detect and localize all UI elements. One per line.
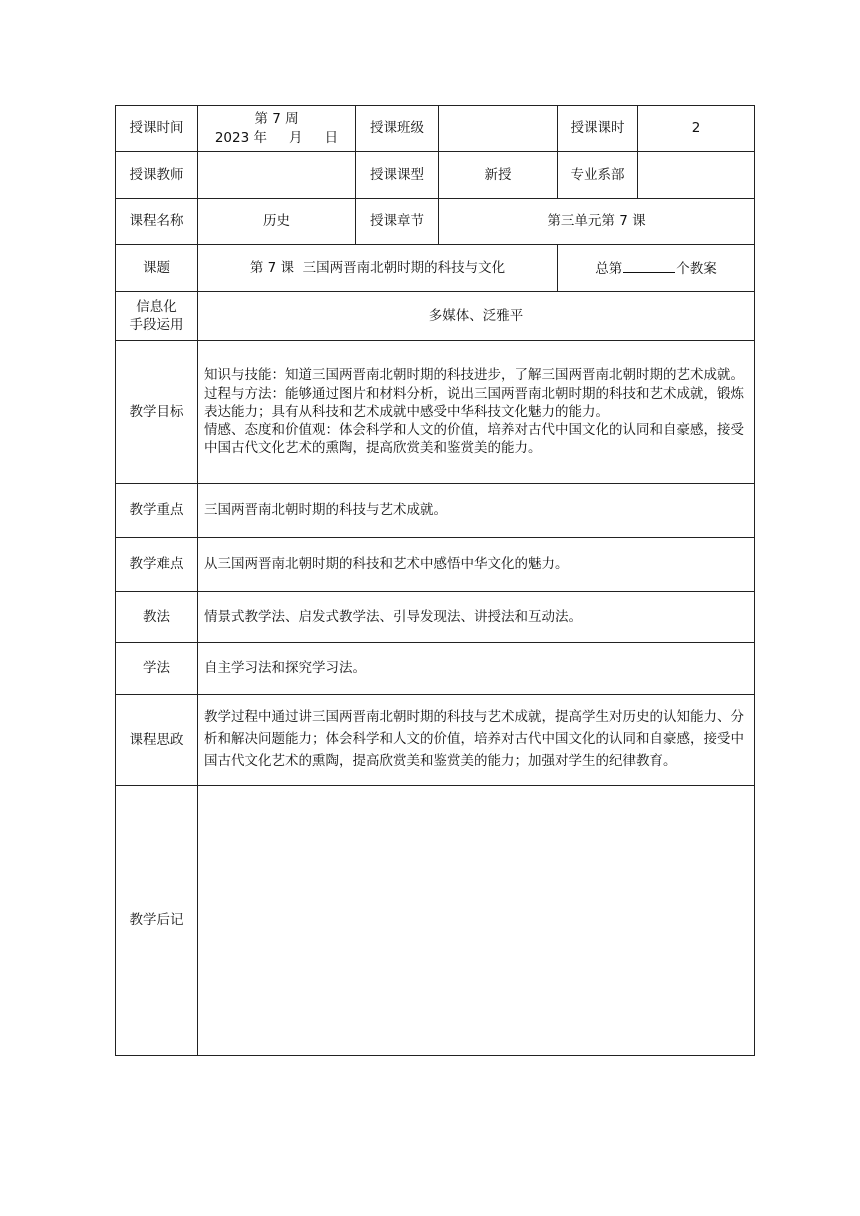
it-means-value[interactable]: 多媒体、泛雅平 xyxy=(198,292,755,341)
total-prefix: 总第 xyxy=(595,260,623,277)
total-blank[interactable] xyxy=(623,258,675,273)
type-label: 授课课型 xyxy=(356,152,439,199)
methods-value[interactable]: 情景式教学法、启发式教学法、引导发现法、讲授法和互动法。 xyxy=(198,592,755,643)
row-methods xyxy=(116,592,755,643)
learning-label: 学法 xyxy=(116,643,198,695)
dept-value[interactable] xyxy=(638,152,755,199)
objective-knowledge: 知识与技能：知道三国两晋南北朝时期的科技进步，了解三国两晋南北朝时期的艺术成就。 xyxy=(204,367,744,384)
row-course xyxy=(116,199,755,245)
row-it-means xyxy=(116,292,755,341)
course-value[interactable]: 历史 xyxy=(198,199,356,245)
objective-process: 过程与方法：能够通过图片和材料分析，说出三国两晋南北朝时期的科技和艺术成就，锻炼表达能力；具有从科技和艺术成就中感受中华科技文化魅力的能力。 xyxy=(204,385,744,420)
row-objectives xyxy=(116,341,755,484)
hours-value[interactable]: 2 xyxy=(638,106,755,152)
time-value[interactable] xyxy=(198,106,356,152)
objectives-value[interactable] xyxy=(198,341,755,484)
key-points-label: 教学重点 xyxy=(116,484,198,538)
postscript-value[interactable] xyxy=(198,786,755,1056)
postscript-label: 教学后记 xyxy=(116,786,198,1056)
chapter-value[interactable]: 第三单元第 7 课 xyxy=(439,199,755,245)
it-means-label xyxy=(116,292,198,341)
key-points-value[interactable]: 三国两晋南北朝时期的科技与艺术成就。 xyxy=(198,484,755,538)
it-means-label-line2: 手段运用 xyxy=(129,317,184,333)
lesson-plan-table xyxy=(115,105,755,1056)
row-key-points xyxy=(116,484,755,538)
topic-label: 课题 xyxy=(116,245,198,292)
total-suffix: 个教案 xyxy=(676,260,717,277)
difficulties-label: 教学难点 xyxy=(116,538,198,592)
type-value[interactable]: 新授 xyxy=(439,152,558,199)
ideology-value[interactable]: 教学过程中通过讲三国两晋南北朝时期的科技与艺术成就，提高学生对历史的认知能力、分析和解决问题能力；体会科学和人文的价值，培养对古代中国文化的认同和自豪感，接受中国古代文化艺术的熏陶，提高欣赏美和鉴赏美的能力；加强对学生的纪律教育。 xyxy=(198,695,755,786)
date-value: 2023 年 月 日 xyxy=(214,129,339,146)
class-value[interactable] xyxy=(439,106,558,152)
time-label: 授课时间 xyxy=(116,106,198,152)
course-label: 课程名称 xyxy=(116,199,198,245)
total-plan-count[interactable] xyxy=(558,245,755,292)
learning-value[interactable]: 自主学习法和探究学习法。 xyxy=(198,643,755,695)
teacher-label: 授课教师 xyxy=(116,152,198,199)
row-learning xyxy=(116,643,755,695)
topic-value[interactable]: 第 7 课 三国两晋南北朝时期的科技与文化 xyxy=(198,245,558,292)
difficulties-value[interactable]: 从三国两晋南北朝时期的科技和艺术中感悟中华文化的魅力。 xyxy=(198,538,755,592)
row-time xyxy=(116,106,755,152)
row-ideology xyxy=(116,695,755,786)
teacher-value[interactable] xyxy=(198,152,356,199)
ideology-label: 课程思政 xyxy=(116,695,198,786)
chapter-label: 授课章节 xyxy=(356,199,439,245)
class-label: 授课班级 xyxy=(356,106,439,152)
dept-label: 专业系部 xyxy=(558,152,638,199)
row-difficulties xyxy=(116,538,755,592)
it-means-label-line1: 信息化 xyxy=(136,298,177,315)
week-value: 第 7 周 xyxy=(254,111,299,128)
objectives-label: 教学目标 xyxy=(116,341,198,484)
row-teacher xyxy=(116,152,755,199)
objective-emotion: 情感、态度和价值观：体会科学和人文的价值，培养对古代中国文化的认同和自豪感，接受中国古代文化艺术的熏陶，提高欣赏美和鉴赏美的能力。 xyxy=(204,422,744,457)
methods-label: 教法 xyxy=(116,592,198,643)
hours-label: 授课课时 xyxy=(558,106,638,152)
row-topic xyxy=(116,245,755,292)
row-postscript xyxy=(116,786,755,1056)
